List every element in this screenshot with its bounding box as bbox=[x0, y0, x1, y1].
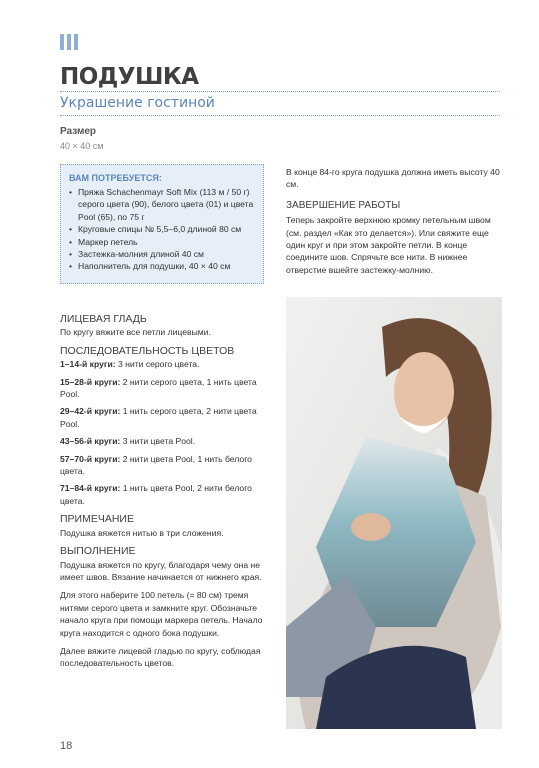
materials-item: • Наполнитель для подушки, 40 × 40 см bbox=[69, 260, 257, 272]
note-heading: ПРИМЕЧАНИЕ bbox=[60, 513, 134, 526]
materials-item: • Круговые спицы № 5,5–6,0 длиной 80 см bbox=[69, 223, 257, 235]
work-paragraph: Для этого наберите 100 петель (= 80 см) тремя нитями серого цвета и замкните круг. Обозначьте начало круга при помощи маркера петель. Начало круга находится с одного бока подушки. bbox=[60, 590, 263, 638]
note-text: Подушка вяжется нитью в три сложения. bbox=[60, 527, 224, 538]
sequence-row: 57–70-й круги: 2 нити цвета Pool, 1 нить белого цвета. bbox=[60, 453, 252, 477]
page-number: 18 bbox=[60, 740, 73, 752]
sequence-row: 43–56-й круги: 3 нити цвета Pool. bbox=[60, 436, 196, 447]
sequence-row: 1–14-й круги: 3 нити серого цвета. bbox=[60, 359, 200, 370]
page-title: ПОДУШКА bbox=[60, 64, 199, 90]
height-note: В конце 84-го круга подушка должна иметь высоту 40 см. bbox=[286, 167, 500, 190]
materials-box bbox=[60, 164, 264, 284]
materials-item: • Пряжа Schachenmayr Soft Mix (113 м / 50 г) серого цвета (90), белого цвета (01) и цвета Pool (65), по 75 г bbox=[69, 186, 257, 223]
sequence-row: 71–84-й круги: 1 нить цвета Pool, 2 нити белого цвета. bbox=[60, 483, 252, 506]
sequence-row: 29–42-й круги: 1 нить серого цвета, 2 нити цвета Pool. bbox=[60, 406, 257, 429]
work-heading: ВЫПОЛНЕНИЕ bbox=[60, 545, 136, 558]
size-label: Размер bbox=[60, 126, 97, 137]
model-photo bbox=[286, 297, 502, 729]
stitch-heading: ЛИЦЕВАЯ ГЛАДЬ bbox=[60, 313, 147, 325]
materials-list bbox=[69, 186, 257, 273]
materials-item: • Застежка-молния длиной 40 см bbox=[69, 248, 257, 260]
work-paragraph: Далее вяжите лицевой гладью по кругу, соблюдая последовательность цветов. bbox=[60, 645, 261, 669]
title-divider bbox=[60, 91, 500, 92]
work-paragraph: Подушка вяжется по кругу, благодаря чему она не имеет швов. Вязание начинается от нижнего края. bbox=[60, 559, 262, 582]
sequence-heading: ПОСЛЕДОВАТЕЛЬНОСТЬ ЦВЕТОВ bbox=[60, 344, 235, 357]
section-marks bbox=[60, 34, 78, 50]
finish-text: Теперь закройте верхнюю кромку петельным швом (см. раздел «Как это делается»). Или свяжите еще один круг и при этом закройте петли. В конце соедините шов. Спрячьте все нити. В нижнее отверстие вшейте застежку-молнию. bbox=[286, 215, 491, 275]
subtitle-divider bbox=[60, 115, 500, 116]
stitch-text: По кругу вяжите все петли лицевыми. bbox=[60, 327, 211, 338]
right-column bbox=[286, 166, 501, 276]
left-column bbox=[60, 313, 276, 676]
page-subtitle: Украшение гостиной bbox=[60, 95, 215, 111]
materials-item: • Маркер петель bbox=[69, 236, 257, 248]
sequence-row: 15–28-й круги: 2 нити серого цвета, 1 нить цвета Pool. bbox=[60, 376, 257, 400]
size-value: 40 × 40 см bbox=[60, 141, 104, 151]
materials-title: ВАМ ПОТРЕБУЕТСЯ: bbox=[69, 173, 162, 183]
finish-heading: ЗАВЕРШЕНИЕ РАБОТЫ bbox=[286, 199, 401, 211]
